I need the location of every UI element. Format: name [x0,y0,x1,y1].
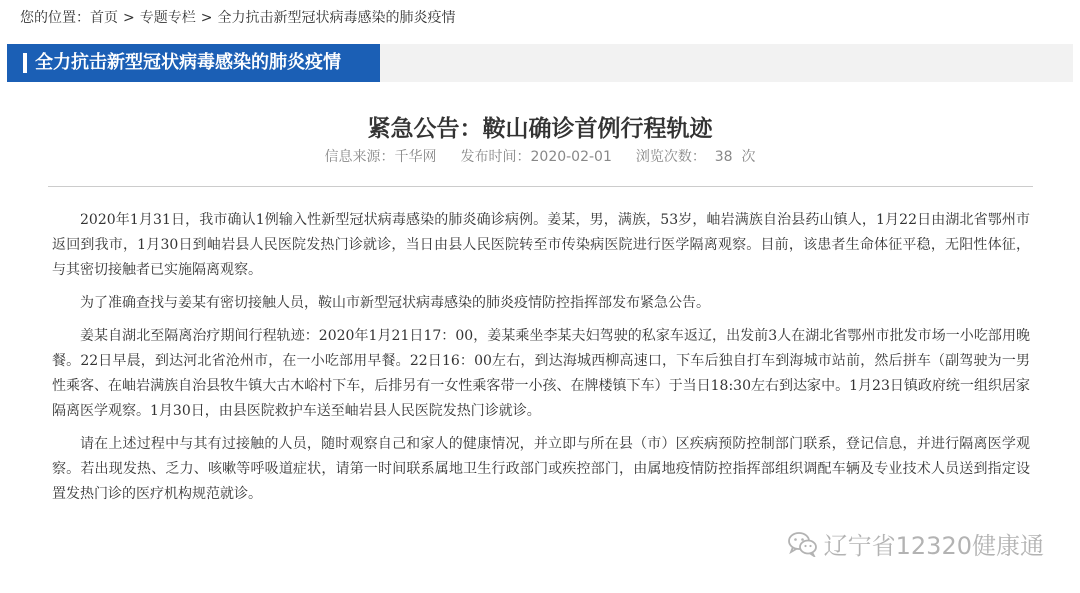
article-paragraph: 2020年1月31日，我市确认1例输入性新型冠状病毒感染的肺炎确诊病例。姜某，男，满族，53岁，岫岩满族自治县药山镇人，1月22日由湖北省鄂州市返回到我市，1月30日到岫岩县人民医院发热门诊就诊，当日由县人民医院转至市传染病医院进行医学隔离观察。目前，该患者生命体征平稳，无阳性体征，与其密切接触者已实施隔离观察。 [52,212,1030,278]
watermark-text: 辽宁省12320健康通 [823,532,1044,560]
breadcrumb-prefix: 您的位置： [20,10,90,26]
wechat-icon [788,531,818,557]
article-source: 信息来源：千华网 [324,149,437,165]
article-paragraph: 姜某自湖北至隔离治疗期间行程轨迹：2020年1月21日17：00，姜某乘坐李某夫妇驾驶的私家车返辽，出发前3人在湖北省鄂州市批发市场一小吃部用晚餐。22日早晨，到达河北省沧州市，在一小吃部用早餐。22日16：00左右，到达海城西柳高速口，下车后独自打车到海城市站前，然后拼车（副驾驶为一男性乘客、在岫岩满族自治县牧牛镇大古木峪村下车，后排另有一女性乘客带一小孩、在牌楼镇下车）于当日18:30左右到达家中。1月23日镇政府统一组织居家隔离医学观察。1月30日，由县医院救护车送至岫岩县人民医院发热门诊就诊。 [52,328,1030,419]
section-header-bar [7,44,1073,82]
article-views: 浏览次数： 38 次 [635,149,756,165]
breadcrumb-separator: > [123,10,135,26]
breadcrumb-separator: > [200,10,213,26]
article-meta [0,146,1080,166]
section-tab[interactable] [7,44,380,82]
section-title: 全力抗击新型冠状病毒感染的肺炎疫情 [35,52,341,73]
title-divider [48,186,1033,187]
article-paragraph: 为了准确查找与姜某有密切接触人员，鞍山市新型冠状病毒感染的肺炎疫情防控指挥部发布紧急公告。 [80,295,710,311]
watermark [788,526,1044,561]
article-title: 紧急公告：鞍山确诊首例行程轨迹 [367,116,713,142]
article-body [52,208,1030,515]
article-paragraph: 请在上述过程中与其有过接触的人员，随时观察自己和家人的健康情况，并立即与所在县（市）区疾病预防控制部门联系，登记信息，并进行隔离医学观察。若出现发热、乏力、咳嗽等呼吸道症状，请第一时间联系属地卫生行政部门或疾控部门，由属地疫情防控指挥部组织调配车辆及专业技术人员送到指定设置发热门诊的医疗机构规范就诊。 [52,436,1030,502]
breadcrumb-home-link[interactable]: 首页 [90,10,118,26]
article-date: 发布时间：2020-02-01 [460,149,612,165]
breadcrumb-column-link[interactable]: 专题专栏 [139,10,196,26]
breadcrumb [20,7,455,27]
breadcrumb-current-link[interactable]: 全力抗击新型冠状病毒感染的肺炎疫情 [217,10,456,26]
